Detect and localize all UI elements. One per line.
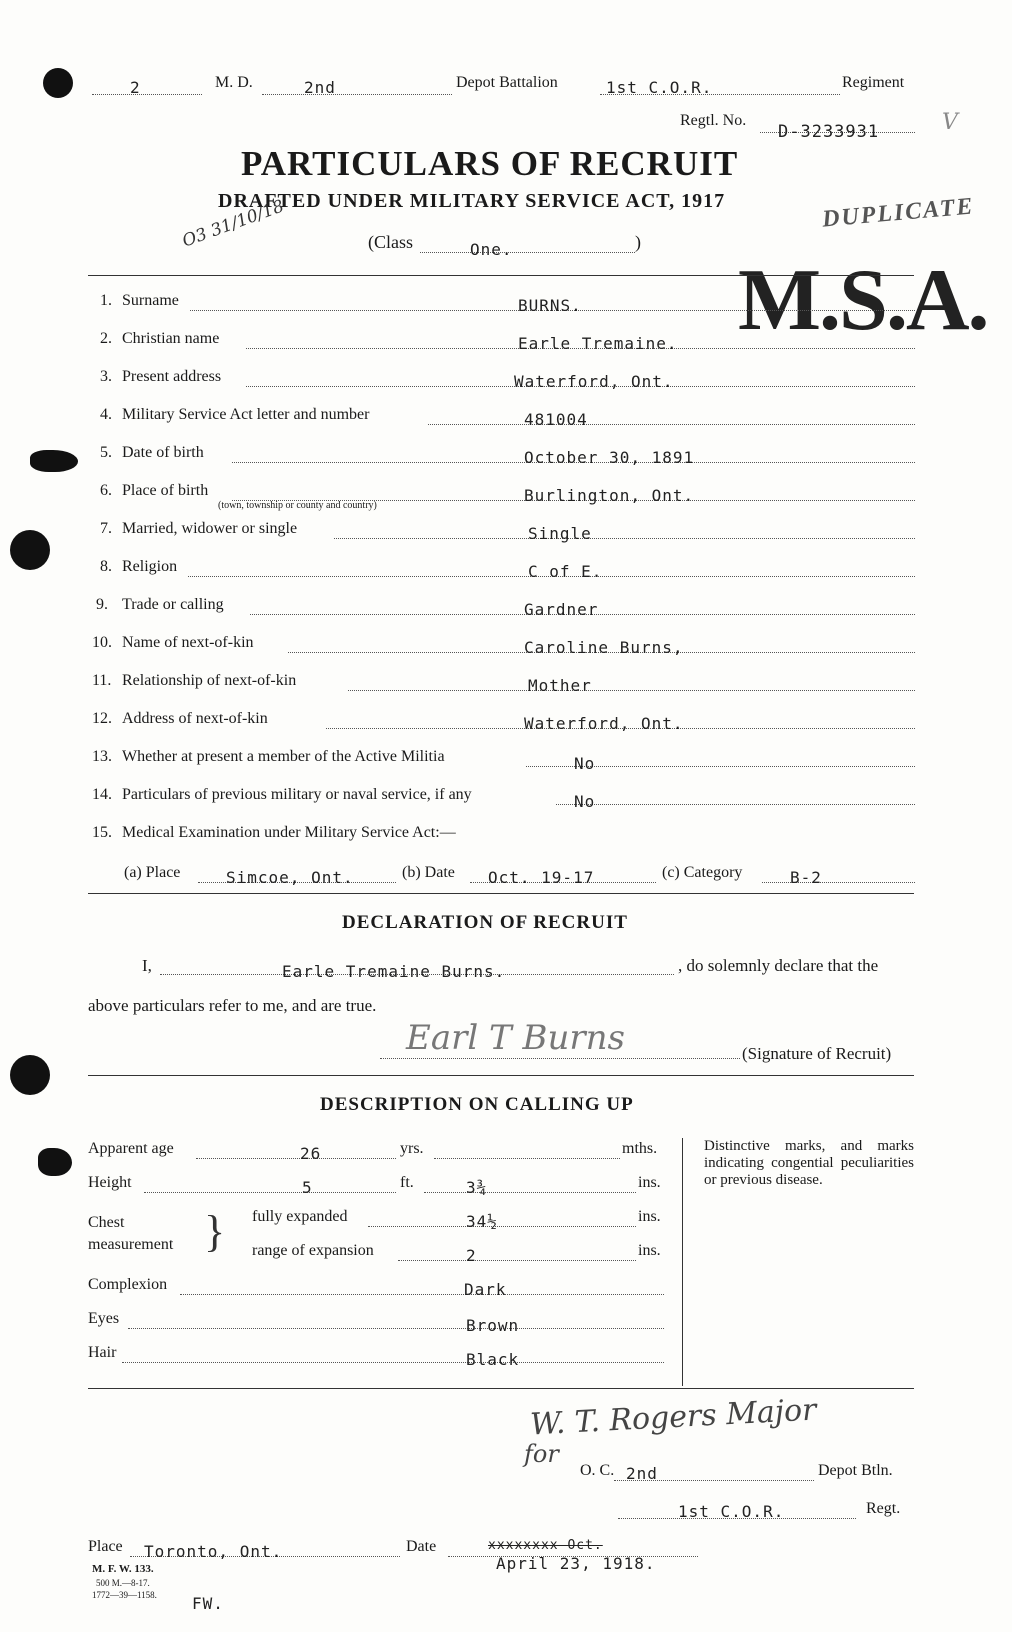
class-value: One. (470, 240, 513, 259)
field-value-religion: C of E. (528, 562, 603, 581)
field-label-previous-service: Particulars of previous military or naval service, if any (122, 786, 472, 803)
field-value-next-of-kin: Caroline Burns, (524, 638, 684, 657)
place-value: Toronto, Ont. (144, 1542, 283, 1561)
chest-brace: } (204, 1207, 226, 1256)
regt-label: Regt. (866, 1500, 901, 1517)
declaration-declare-text: , do solemnly declare that the (678, 956, 879, 975)
msa-stamp: M.S.A. (738, 252, 988, 349)
field-value-marital-status: Single (528, 524, 592, 543)
field-num-13: 13. (92, 748, 112, 765)
field-label-medical-exam: Medical Examination under Military Service Act:— (122, 824, 456, 841)
field-label-relationship: Relationship of next-of-kin (122, 672, 297, 689)
declaration-name-value: Earle Tremaine Burns. (282, 962, 506, 981)
field-note-place-of-birth: (town, township or county and country) (218, 500, 377, 511)
ink-blot-upper (30, 450, 78, 472)
declaration-heading: DECLARATION OF RECRUIT (342, 912, 628, 933)
regiment-value: 1st C.O.R. (606, 78, 713, 97)
field-value-date-of-birth: October 30, 1891 (524, 448, 695, 467)
field-num-4: 4. (100, 406, 112, 423)
recruit-signature: Earl T Burns (406, 1018, 625, 1058)
medical-category-label: (c) Category (662, 864, 743, 881)
field-label-surname: Surname (122, 292, 179, 309)
md-label: M. D. (215, 74, 253, 91)
regiment-label: Regiment (842, 74, 905, 91)
hair-value: Black (466, 1350, 520, 1369)
duplicate-stamp: DUPLICATE (821, 193, 976, 233)
field-label-kin-address: Address of next-of-kin (122, 710, 268, 727)
regt-value: 1st C.O.R. (678, 1502, 785, 1521)
declaration-line-2: above particulars refer to me, and are true. (88, 996, 377, 1015)
field-label-marital-status: Married, widower or single (122, 520, 298, 537)
punch-hole-middle (10, 1055, 50, 1095)
field-label-next-of-kin: Name of next-of-kin (122, 634, 254, 651)
field-value-relationship: Mother (528, 676, 592, 695)
field-num-12: 12. (92, 710, 112, 727)
class-close: ) (635, 232, 641, 252)
description-divider (682, 1138, 683, 1386)
field-num-15: 15. (92, 824, 112, 841)
range-label: range of expansion (252, 1242, 374, 1259)
distinctive-marks-text: Distinctive marks, and marks indicating congential peculiarities or previous disease. (704, 1138, 914, 1188)
mths-label: mths. (622, 1140, 658, 1157)
for-text: for (524, 1440, 559, 1468)
field-label-active-militia: Whether at present a member of the Active Militia (122, 748, 445, 765)
field-num-7: 7. (100, 520, 112, 537)
field-value-surname: BURNS. (518, 296, 582, 315)
yrs-label: yrs. (400, 1140, 424, 1157)
initials: FW. (192, 1594, 224, 1613)
ink-blot-lower (38, 1148, 72, 1176)
field-label-msa-number: Military Service Act letter and number (122, 406, 370, 423)
eyes-value: Brown (466, 1316, 520, 1335)
chest-measurement-label: measurement (88, 1236, 174, 1253)
divider-medical (88, 893, 914, 894)
md-number: 2 (130, 78, 141, 97)
field-value-christian-name: Earle Tremaine. (518, 334, 678, 353)
field-label-place-of-birth: Place of birth (122, 482, 209, 499)
regtl-label: Regtl. No. (680, 112, 747, 129)
field-label-date-of-birth: Date of birth (122, 444, 204, 461)
officer-signature: W. T. Rogers Major (529, 1392, 818, 1443)
field-label-christian-name: Christian name (122, 330, 220, 347)
declaration-i-label: I, (142, 956, 152, 975)
field-num-1: 1. (100, 292, 112, 309)
depot-btln-label: Depot Btln. (818, 1462, 893, 1479)
field-value-msa-number: 481004 (524, 410, 588, 429)
date-struck-value: xxxxxxxx Oct. (488, 1538, 603, 1553)
check-mark: V (942, 110, 958, 135)
signature-label: (Signature of Recruit) (742, 1044, 892, 1063)
form-code-1: M. F. W. 133. (92, 1563, 154, 1575)
field-value-kin-address: Waterford, Ont. (524, 714, 684, 733)
ins-label-range: ins. (638, 1242, 661, 1259)
punch-hole-top (43, 68, 73, 98)
divider-description (88, 1388, 914, 1389)
field-num-8: 8. (100, 558, 112, 575)
regtl-value: D-3233931 (778, 122, 880, 142)
medical-date-label: (b) Date (402, 864, 455, 881)
medical-category-value: B-2 (790, 868, 822, 887)
divider-declaration (88, 1075, 914, 1076)
field-num-10: 10. (92, 634, 112, 651)
field-label-present-address: Present address (122, 368, 222, 385)
expanded-label: fully expanded (252, 1208, 348, 1225)
depot-number: 2nd (304, 78, 336, 97)
form-code-2: 500 M.—8-17. (96, 1578, 150, 1588)
depot-label: Depot Battalion (456, 74, 558, 91)
field-num-5: 5. (100, 444, 112, 461)
field-value-previous-service: No (574, 792, 596, 811)
height-ft-value: 5 (302, 1178, 313, 1197)
eyes-label: Eyes (88, 1310, 120, 1327)
page-subtitle: DRAFTED UNDER MILITARY SERVICE ACT, 1917 (218, 190, 726, 212)
field-value-present-address: Waterford, Ont. (514, 372, 674, 391)
field-value-trade: Gardner (524, 600, 599, 619)
field-num-6: 6. (100, 482, 112, 499)
field-num-14: 14. (92, 786, 112, 803)
place-label: Place (88, 1538, 123, 1555)
medical-date-value: Oct. 19-17 (488, 868, 595, 887)
form-code-3: 1772—39—1158. (92, 1590, 157, 1600)
ins-label-height: ins. (638, 1174, 661, 1191)
field-value-place-of-birth: Burlington, Ont. (524, 486, 695, 505)
age-value: 26 (300, 1144, 322, 1163)
ft-label: ft. (400, 1174, 414, 1191)
field-num-11: 11. (92, 672, 112, 689)
margin-note: O3 31/10/18 (179, 196, 287, 252)
field-num-3: 3. (100, 368, 112, 385)
page-title: PARTICULARS OF RECRUIT (241, 144, 739, 183)
medical-place-value: Simcoe, Ont. (226, 868, 354, 887)
height-label: Height (88, 1174, 132, 1191)
expanded-value: 34½ (466, 1212, 498, 1231)
medical-place-label: (a) Place (124, 864, 181, 881)
date-label: Date (406, 1538, 437, 1555)
age-label: Apparent age (88, 1140, 174, 1157)
chest-label: Chest (88, 1214, 125, 1231)
class-label: (Class (368, 232, 413, 252)
date-value: April 23, 1918. (496, 1554, 656, 1573)
complexion-label: Complexion (88, 1276, 168, 1293)
hair-label: Hair (88, 1344, 117, 1361)
description-heading: DESCRIPTION ON CALLING UP (320, 1094, 634, 1115)
ins-label-expanded: ins. (638, 1208, 661, 1225)
divider-top (88, 275, 914, 276)
height-in-value: 3¾ (466, 1178, 488, 1197)
field-value-active-militia: No (574, 754, 596, 773)
field-num-9: 9. (96, 596, 108, 613)
field-num-2: 2. (100, 330, 112, 347)
complexion-value: Dark (464, 1280, 507, 1299)
oc-label: O. C. (580, 1462, 615, 1479)
range-value: 2 (466, 1246, 477, 1265)
punch-hole-upper (10, 530, 50, 570)
field-label-religion: Religion (122, 558, 178, 575)
oc-value: 2nd (626, 1464, 658, 1483)
field-label-trade: Trade or calling (122, 596, 224, 613)
